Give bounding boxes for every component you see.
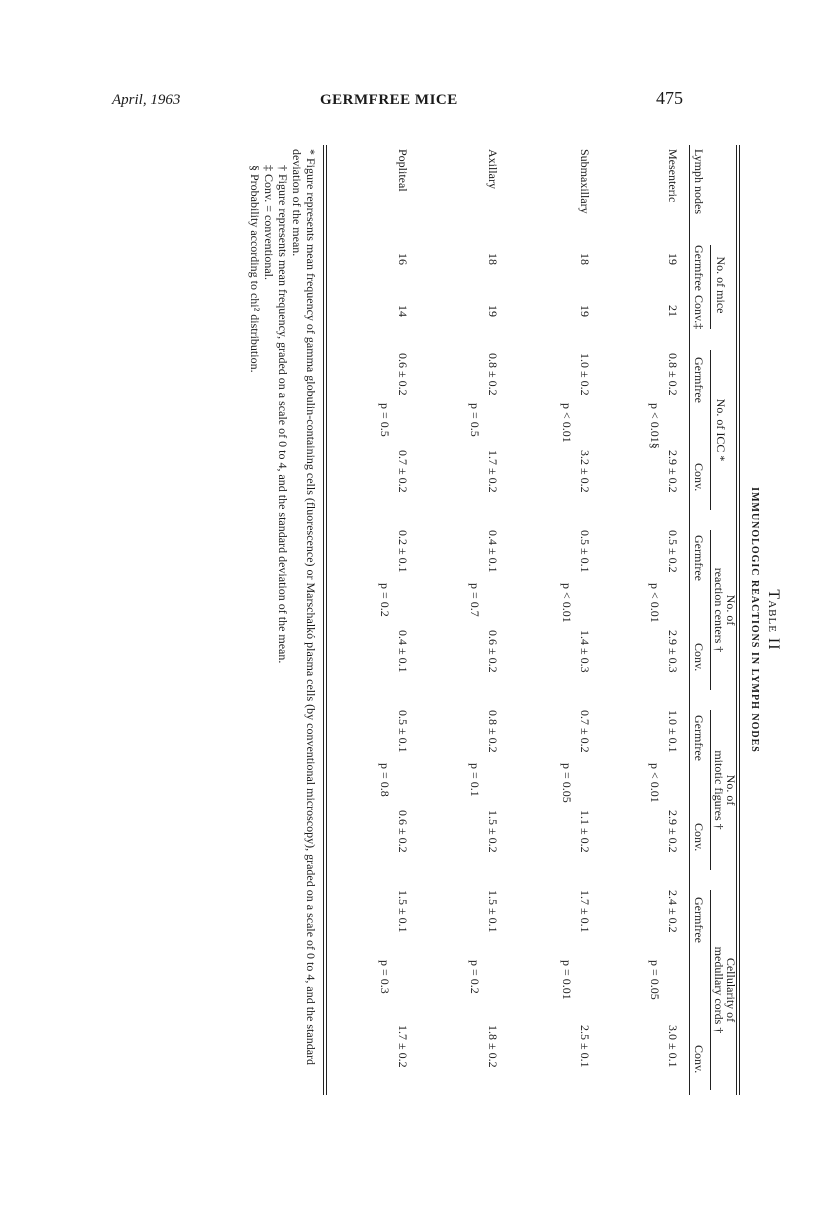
cell-mf-p: p = 0.1 — [468, 763, 482, 797]
cell-rc-p: p = 0.2 — [378, 583, 392, 617]
cell-mf-conv: 1.5 ± 0.2 — [486, 810, 500, 853]
footnote-star: * Figure represents mean frequency of gamma globulin-containing cells (fluorescence) or Marschalkó plasma cells (by conventional microscopy), graded on a scale of 0 to 4, and the standard deviation of the mean. — [290, 149, 318, 1066]
cell-mice-germfree: 19 — [666, 253, 680, 265]
cell-icc-germfree: 0.8 ± 0.2 — [486, 353, 500, 396]
cell-mice-conv: 14 — [396, 305, 410, 317]
cell-rc-germfree: 0.4 ± 0.1 — [486, 530, 500, 573]
group-header-mitotic-1: No. of — [724, 774, 738, 806]
cell-mice-germfree: 18 — [578, 253, 592, 265]
col-header-lymph-nodes: Lymph nodes — [692, 149, 706, 214]
footnote-dagger: † Figure represents mean frequency, graded on a scale of 0 to 4, and the standard deviation of the mean. — [276, 165, 290, 664]
cell-mf-p: p < 0.01 — [648, 763, 662, 803]
cell-rc-germfree: 0.5 ± 0.1 — [578, 530, 592, 573]
cell-cc-p: p = 0.05 — [648, 960, 662, 1000]
row-label-submaxillary: Submaxillary — [578, 149, 592, 214]
group-rule-cellularity — [710, 890, 711, 1090]
cell-mf-conv: 2.9 ± 0.2 — [666, 810, 680, 853]
cell-mice-germfree: 16 — [396, 253, 410, 265]
page-number: 475 — [656, 88, 683, 108]
cell-icc-p: p = 0.5 — [468, 403, 482, 437]
subhead-mice-conv: Conv.‡ — [692, 295, 706, 330]
cell-mice-conv: 19 — [578, 305, 592, 317]
cell-icc-p: p = 0.5 — [378, 403, 392, 437]
cell-rc-germfree: 0.2 ± 0.1 — [396, 530, 410, 573]
group-header-mice: No. of mice — [714, 256, 728, 314]
cell-rc-p: p < 0.01 — [560, 583, 574, 623]
cell-rc-conv: 2.9 ± 0.3 — [666, 630, 680, 673]
row-label-popliteal: Popliteal — [396, 149, 410, 192]
subhead-cc-germfree: Germfree — [692, 897, 706, 943]
subhead-mice-germfree: Germfree — [692, 245, 706, 291]
cell-icc-conv: 3.2 ± 0.2 — [578, 450, 592, 493]
header-bottom-rule — [689, 145, 690, 1095]
table-subtitle: IMMUNOLOGIC REACTIONS IN LYMPH NODES — [749, 487, 760, 753]
subhead-icc-conv: Conv. — [692, 463, 706, 492]
subhead-mf-conv: Conv. — [692, 823, 706, 852]
cell-mf-germfree: 0.8 ± 0.2 — [486, 710, 500, 753]
cell-icc-conv: 0.7 ± 0.2 — [396, 450, 410, 493]
group-header-icc: No. of ICC * — [714, 398, 728, 462]
subhead-cc-conv: Conv. — [692, 1045, 706, 1074]
cell-rc-germfree: 0.5 ± 0.2 — [666, 530, 680, 573]
cell-cc-conv: 1.8 ± 0.2 — [486, 1025, 500, 1068]
table-bottom-rule — [323, 145, 327, 1095]
cell-rc-p: p = 0.7 — [468, 583, 482, 617]
cell-cc-conv: 1.7 ± 0.2 — [396, 1025, 410, 1068]
group-rule-mice — [710, 245, 711, 329]
cell-mice-germfree: 18 — [486, 253, 500, 265]
cell-rc-p: p < 0.01 — [648, 583, 662, 623]
cell-cc-conv: 3.0 ± 0.1 — [666, 1025, 680, 1068]
cell-mice-conv: 19 — [486, 305, 500, 317]
cell-cc-p: p = 0.2 — [468, 960, 482, 994]
cell-icc-p: p < 0.01 — [560, 403, 574, 443]
group-header-mitotic-2: mitotic figures † — [712, 750, 726, 830]
table-footnotes — [248, 149, 318, 1089]
cell-cc-germfree: 2.4 ± 0.2 — [666, 890, 680, 933]
group-header-reaction-2: reaction centers † — [712, 567, 726, 653]
cell-cc-p: p = 0.01 — [560, 960, 574, 1000]
subhead-rc-germfree: Germfree — [692, 535, 706, 581]
row-label-axillary: Axillary — [486, 149, 500, 189]
running-title: GERMFREE MICE — [320, 92, 458, 108]
subhead-rc-conv: Conv. — [692, 643, 706, 672]
cell-icc-conv: 1.7 ± 0.2 — [486, 450, 500, 493]
cell-mice-conv: 21 — [666, 305, 680, 317]
cell-cc-germfree: 1.7 ± 0.1 — [578, 890, 592, 933]
subhead-icc-germfree: Germfree — [692, 357, 706, 403]
group-header-cellularity-2: medullary cords † — [712, 946, 726, 1034]
table-title: Table II — [765, 589, 782, 651]
cell-cc-germfree: 1.5 ± 0.1 — [396, 890, 410, 933]
cell-icc-p: p < 0.01§ — [648, 403, 662, 449]
cell-cc-p: p = 0.3 — [378, 960, 392, 994]
cell-mf-germfree: 1.0 ± 0.1 — [666, 710, 680, 753]
cell-mf-germfree: 0.7 ± 0.2 — [578, 710, 592, 753]
group-header-cellularity-1: Cellularity of — [724, 957, 738, 1023]
cell-rc-conv: 0.6 ± 0.2 — [486, 630, 500, 673]
cell-icc-germfree: 1.0 ± 0.2 — [578, 353, 592, 396]
footnote-double-dagger: ‡ Conv. = conventional. — [262, 165, 276, 280]
cell-mf-p: p = 0.8 — [378, 763, 392, 797]
cell-mf-germfree: 0.5 ± 0.1 — [396, 710, 410, 753]
cell-mf-conv: 1.1 ± 0.2 — [578, 810, 592, 853]
cell-icc-germfree: 0.6 ± 0.2 — [396, 353, 410, 396]
cell-rc-conv: 1.4 ± 0.3 — [578, 630, 592, 673]
row-label-mesenteric: Mesenteric — [666, 149, 680, 203]
cell-cc-conv: 2.5 ± 0.1 — [578, 1025, 592, 1068]
cell-cc-germfree: 1.5 ± 0.1 — [486, 890, 500, 933]
cell-icc-germfree: 0.8 ± 0.2 — [666, 353, 680, 396]
cell-mf-p: p = 0.05 — [560, 763, 574, 803]
group-header-reaction-1: No. of — [724, 594, 738, 626]
rotated-table-block — [230, 145, 790, 1095]
cell-rc-conv: 0.4 ± 0.1 — [396, 630, 410, 673]
running-date: April, 1963 — [112, 92, 181, 108]
cell-icc-conv: 2.9 ± 0.2 — [666, 450, 680, 493]
group-rule-reaction — [710, 530, 711, 690]
subhead-mf-germfree: Germfree — [692, 715, 706, 761]
footnote-section: § Probability according to chi² distribution. — [248, 165, 262, 373]
group-rule-icc — [710, 350, 711, 510]
group-rule-mitotic — [710, 710, 711, 870]
cell-mf-conv: 0.6 ± 0.2 — [396, 810, 410, 853]
